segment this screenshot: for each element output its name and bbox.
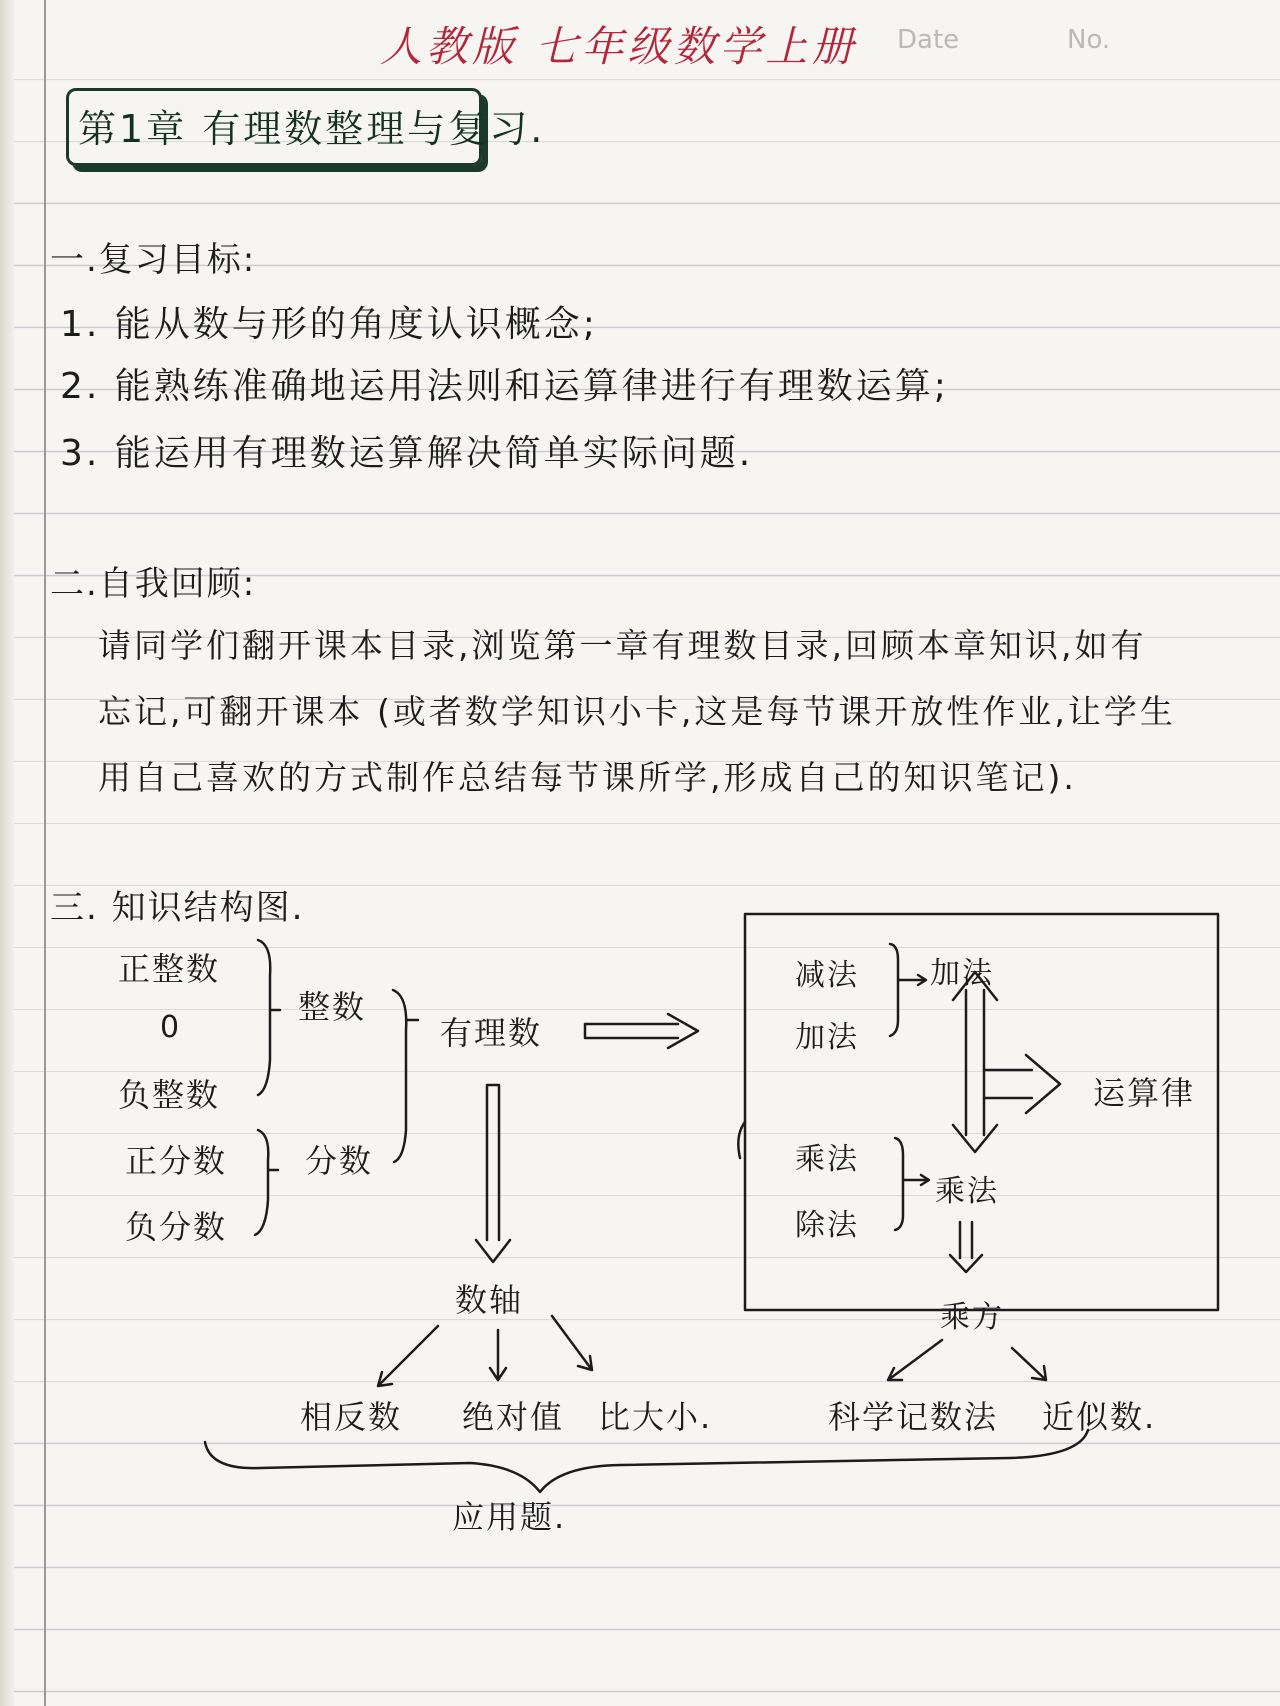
brace-integers [258,940,280,1095]
label-approximation: 近似数. [1042,1398,1157,1436]
review-line-3: 用自己喜欢的方式制作总结每节课所学,形成自己的知识笔记). [98,758,1077,797]
label-number-line: 数轴 [455,1281,524,1319]
branch-number-line-2 [490,1330,506,1380]
number-label: No. [1067,25,1111,55]
brace-fractions [255,1130,278,1235]
branch-power-2 [1012,1348,1046,1380]
label-subtraction: 减法 [795,958,859,993]
branch-number-line-3 [552,1316,592,1370]
brace-rational [393,990,418,1162]
label-operation-laws: 运算律 [1093,1074,1196,1112]
label-opposite-number: 相反数 [300,1398,403,1436]
page-title: 人教版 七年级数学上册 [380,22,858,71]
label-addition: 加法 [930,956,994,991]
arrow-add-mul [953,972,997,1152]
label-scientific-notation: 科学记数法 [828,1398,999,1436]
label-compare-size: 比大小. [598,1398,713,1436]
arrow-to-operations [585,1014,698,1048]
goals-heading: 一.复习目标: [50,240,257,280]
label-zero: 0 [160,1010,182,1045]
label-negative-fraction: 负分数 [125,1208,228,1246]
label-negative-integer: 负整数 [118,1076,221,1114]
label-positive-fraction: 正分数 [125,1142,228,1180]
label-multiplication-item: 乘法 [795,1142,859,1177]
label-addition-item: 加法 [795,1020,859,1055]
chapter-title: 第1章 有理数整理与复习. [78,107,546,151]
review-line-1: 请同学们翻开课本目录,浏览第一章有理数目录,回顾本章知识,如有 [98,626,1147,665]
branch-number-line-1 [378,1326,438,1386]
goal-item-1: 1. 能从数与形的角度认识概念; [60,304,598,345]
label-multiplication: 乘法 [935,1174,999,1209]
label-integer: 整数 [298,988,367,1026]
branch-power-1 [888,1340,942,1380]
label-division: 除法 [795,1208,859,1243]
label-fraction: 分数 [305,1142,374,1180]
goal-item-3: 3. 能运用有理数运算解决简单实际问题. [60,433,754,474]
goal-item-2: 2. 能熟练准确地运用法则和运算律进行有理数运算; [60,366,949,407]
arrow-to-number-line [476,1085,510,1262]
structure-heading: 三. 知识结构图. [50,888,305,928]
label-rational-number: 有理数 [440,1014,543,1052]
date-label: Date [897,25,960,55]
label-application-problems: 应用题. [452,1498,567,1536]
label-positive-integer: 正整数 [118,950,221,988]
arrow-mul-power [950,1222,982,1272]
arrow-to-laws [984,1055,1060,1113]
review-heading: 二.自我回顾: [50,564,257,604]
label-absolute-value: 绝对值 [462,1398,565,1436]
brace-application [205,1430,1088,1492]
brace-add-sub [890,944,926,1036]
brace-mul-div [895,1138,929,1230]
review-line-2: 忘记,可翻开课本 (或者数学知识小卡,这是每节课开放性作业,让学生 [98,692,1176,731]
label-power: 乘方 [940,1300,1004,1335]
